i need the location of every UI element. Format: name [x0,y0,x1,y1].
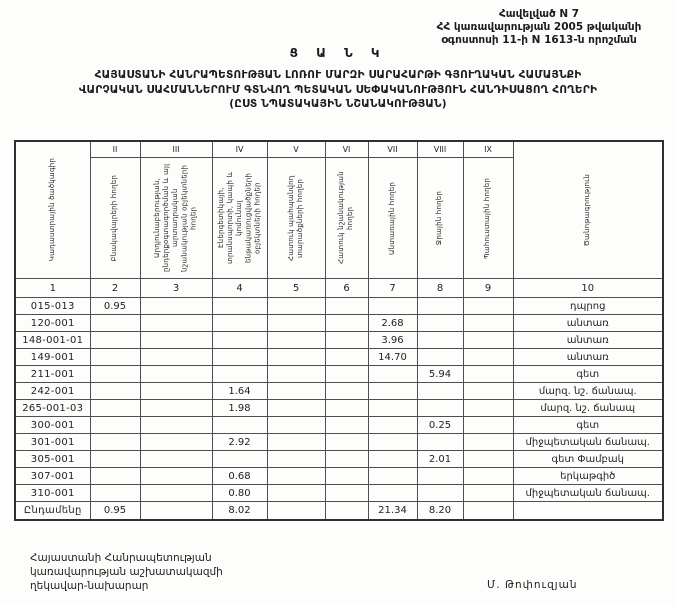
column-header-infrastructure-lands [212,158,267,279]
area-value-cell [325,468,368,485]
area-value-cell [325,485,368,502]
note-cell: երկաթգիծ [513,468,663,485]
area-value-cell [368,298,417,315]
area-value-cell [368,468,417,485]
column-header-label: Արդյունաբերության, ընդերքօգտագործման և այլ արտադրական նշանակության օբյեկտների հողեր [153,163,198,273]
column-number-cell: 3 [140,279,212,298]
table-row [15,315,663,332]
area-value-cell [90,400,140,417]
total-note-cell [513,502,663,521]
column-header-settlement-lands [90,158,140,279]
area-value-cell [90,383,140,400]
footer-line-1: Հայաստանի Հանրապետության [30,552,212,564]
area-value-cell [267,417,325,434]
area-value-cell: 0.68 [212,468,267,485]
area-value-cell [417,315,463,332]
column-header-label: Կադաստրային ծածկագիր [48,158,57,262]
total-label-cell: Ընդամենը [15,502,90,521]
table-row [15,298,663,315]
area-value-cell [90,434,140,451]
column-header-protected-lands [267,158,325,279]
total-value-cell [140,502,212,521]
area-value-cell [140,468,212,485]
note-cell: անտառ [513,315,663,332]
area-value-cell [325,434,368,451]
area-value-cell [140,434,212,451]
column-header-label: Բնակավայրերի հողեր [110,174,119,262]
cadastral-code-cell: 300-001 [15,417,90,434]
column-header-cadastral-code [15,141,90,279]
area-value-cell: 0.80 [212,485,267,502]
column-number-cell: 2 [90,279,140,298]
area-value-cell [463,468,513,485]
column-header-label: Հատուկ պահպանվող տարածքների հողեր [286,175,304,261]
area-value-cell [463,349,513,366]
area-value-cell [325,451,368,468]
area-value-cell [212,451,267,468]
area-value-cell [417,485,463,502]
appendix-line-3: օգոստոսի 11-ի N 1613-ն որոշման [441,34,637,46]
table-row [15,434,663,451]
table-row [15,383,663,400]
appendix-note [414,8,664,47]
area-value-cell [368,417,417,434]
cadastral-code-cell: 305-001 [15,451,90,468]
column-header-water-lands [417,158,463,279]
roman-numeral-row [15,141,663,158]
column-number-cell: 9 [463,279,513,298]
area-value-cell [212,298,267,315]
cadastral-code-cell: 015-013 [15,298,90,315]
area-value-cell [212,349,267,366]
area-value-cell [463,451,513,468]
column-header-industrial-lands [140,158,212,279]
total-row [15,502,663,521]
area-value-cell [463,366,513,383]
total-value-cell: 0.95 [90,502,140,521]
area-value-cell [90,366,140,383]
area-value-cell [267,315,325,332]
column-header-label: Պահուստային հողեր [483,177,492,259]
area-value-cell [90,332,140,349]
appendix-line-1: Հավելված N 7 [498,8,580,20]
cadastral-code-cell: 149-001 [15,349,90,366]
area-value-cell [463,315,513,332]
cadastral-code-cell: 120-001 [15,315,90,332]
roman-numeral-cell: IV [212,141,267,158]
area-value-cell [212,417,267,434]
area-value-cell [417,434,463,451]
column-number-cell: 8 [417,279,463,298]
area-value-cell [267,468,325,485]
area-value-cell [417,468,463,485]
area-value-cell: 14.70 [368,349,417,366]
cadastral-code-cell: 307-001 [15,468,90,485]
area-value-cell [325,417,368,434]
area-value-cell [267,332,325,349]
area-value-cell: 2.01 [417,451,463,468]
note-cell: անտառ [513,332,663,349]
area-value-cell [325,298,368,315]
table-row [15,332,663,349]
total-value-cell: 21.34 [368,502,417,521]
document-heading: Ց Ա Ն Կ [289,46,387,60]
table-row [15,485,663,502]
area-value-cell [140,417,212,434]
note-cell: գետ [513,417,663,434]
area-value-cell [140,400,212,417]
roman-numeral-cell: VII [368,141,417,158]
note-cell: դպրոց [513,298,663,315]
title-line-1: ՀԱՅԱՍՏԱՆԻ ՀԱՆՐԱՊԵՏՈՒԹՅԱՆ ԼՈՌՈՒ ՄԱՐԶԻ ՍԱՐԱՀԱՐԹԻ ԳՅՈՒՂԱԿԱՆ ՀԱՄԱՅՆՔԻ [94,69,582,81]
area-value-cell [140,366,212,383]
area-value-cell [267,400,325,417]
area-value-cell [267,383,325,400]
area-value-cell: 1.98 [212,400,267,417]
area-value-cell [463,383,513,400]
area-value-cell [463,332,513,349]
area-value-cell [267,298,325,315]
area-value-cell [90,468,140,485]
column-numbers-row [15,279,663,298]
title-line-2: ՎԱՐՉԱԿԱՆ ՍԱՀՄԱՆՆԵՐՈՒՄ ԳՏՆՎՈՂ ՊԵՏԱԿԱՆ ՍԵՓԱԿԱՆՈՒԹՅՈՒՆ ՀԱՆԴԻՍԱՑՈՂ ՀՈՂԵՐԻ [78,83,598,96]
area-value-cell: 3.96 [368,332,417,349]
area-value-cell [463,485,513,502]
area-value-cell [140,349,212,366]
footer-line-2: կառավարության աշխատակազմի [30,566,223,578]
note-cell: մարզ. նշ. ճանապ [513,400,663,417]
cadastral-code-cell: 211-001 [15,366,90,383]
total-value-cell [325,502,368,521]
column-header-note [513,141,663,279]
area-value-cell [140,298,212,315]
table-row [15,468,663,485]
area-value-cell [140,383,212,400]
area-value-cell [463,400,513,417]
column-number-cell: 5 [267,279,325,298]
area-value-cell [90,417,140,434]
area-value-cell [417,383,463,400]
area-value-cell [267,451,325,468]
area-value-cell [325,349,368,366]
area-value-cell [140,451,212,468]
column-header-forest-lands [368,158,417,279]
area-value-cell [368,434,417,451]
table-row [15,349,663,366]
cadastral-code-cell: 242-001 [15,383,90,400]
area-value-cell [212,366,267,383]
area-value-cell [417,349,463,366]
area-value-cell [463,417,513,434]
note-cell: միջպետական ճանապ. [513,485,663,502]
roman-numeral-cell: VIII [417,141,463,158]
signature-name: Մ. Թոփուզյան [487,579,578,591]
area-value-cell [325,400,368,417]
roman-numeral-cell: II [90,141,140,158]
cadastral-code-cell: 301-001 [15,434,90,451]
area-value-cell [140,315,212,332]
column-header-label: Հատուկ նշանակության հողեր [337,171,355,265]
footer-signatory [30,551,223,593]
land-parcels-table [14,140,664,521]
table-row [15,366,663,383]
note-cell: գետ [513,366,663,383]
area-value-cell [90,349,140,366]
area-value-cell [267,434,325,451]
note-cell: գետ Փամբակ [513,451,663,468]
area-value-cell [368,383,417,400]
area-value-cell: 1.64 [212,383,267,400]
total-value-cell: 8.02 [212,502,267,521]
column-header-label: Ծանոթագրություն [583,173,592,247]
table-row [15,451,663,468]
total-value-cell: 8.20 [417,502,463,521]
footer-line-3: ղեկավար-նախարար [30,580,149,592]
area-value-cell: 0.95 [90,298,140,315]
column-number-cell: 7 [368,279,417,298]
appendix-line-2: ՀՀ կառավարության 2005 թվականի [436,21,642,33]
area-value-cell [463,298,513,315]
cadastral-code-cell: 310-001 [15,485,90,502]
area-value-cell [140,485,212,502]
area-value-cell [325,315,368,332]
area-value-cell [325,332,368,349]
area-value-cell: 2.68 [368,315,417,332]
column-header-reserve-lands [463,158,513,279]
note-cell: անտառ [513,349,663,366]
document-title [0,68,676,112]
area-value-cell [325,366,368,383]
total-value-cell [463,502,513,521]
roman-numeral-cell: V [267,141,325,158]
column-header-label: Էներգետիկայի, տրանսպորտի, կապի և կոմունալ ենթակառուցվածքների օբյեկտների հողեր [216,171,262,265]
roman-numeral-cell: VI [325,141,368,158]
area-value-cell [267,349,325,366]
area-value-cell [90,485,140,502]
area-value-cell [368,366,417,383]
area-value-cell [463,434,513,451]
column-number-cell: 6 [325,279,368,298]
area-value-cell [90,451,140,468]
area-value-cell [368,485,417,502]
area-value-cell [325,383,368,400]
area-value-cell [417,298,463,315]
title-line-3: (ԸՍՏ ՆՊԱՏԱԿԱՅԻՆ ՆՇԱՆԱԿՈՒԹՅԱՆ) [229,98,447,110]
column-header-special-purpose-lands [325,158,368,279]
area-value-cell [267,366,325,383]
column-number-cell: 1 [15,279,90,298]
roman-numeral-cell: III [140,141,212,158]
column-header-label: Ջրային հողեր [435,190,444,246]
column-number-cell: 10 [513,279,663,298]
note-cell: մարզ. նշ. ճանապ. [513,383,663,400]
area-value-cell: 5.94 [417,366,463,383]
area-value-cell: 2.92 [212,434,267,451]
area-value-cell [212,315,267,332]
area-value-cell [90,315,140,332]
area-value-cell: 0.25 [417,417,463,434]
area-value-cell [368,451,417,468]
area-value-cell [267,485,325,502]
cadastral-code-cell: 265-001-03 [15,400,90,417]
table-row [15,400,663,417]
area-value-cell [140,332,212,349]
cadastral-code-cell: 148-001-01 [15,332,90,349]
column-header-label: Անտառային հողեր [387,181,396,255]
area-value-cell [417,332,463,349]
area-value-cell [212,332,267,349]
area-value-cell [368,400,417,417]
table-row [15,417,663,434]
area-value-cell [417,400,463,417]
roman-numeral-cell: IX [463,141,513,158]
column-number-cell: 4 [212,279,267,298]
total-value-cell [267,502,325,521]
note-cell: միջպետական ճանապ. [513,434,663,451]
